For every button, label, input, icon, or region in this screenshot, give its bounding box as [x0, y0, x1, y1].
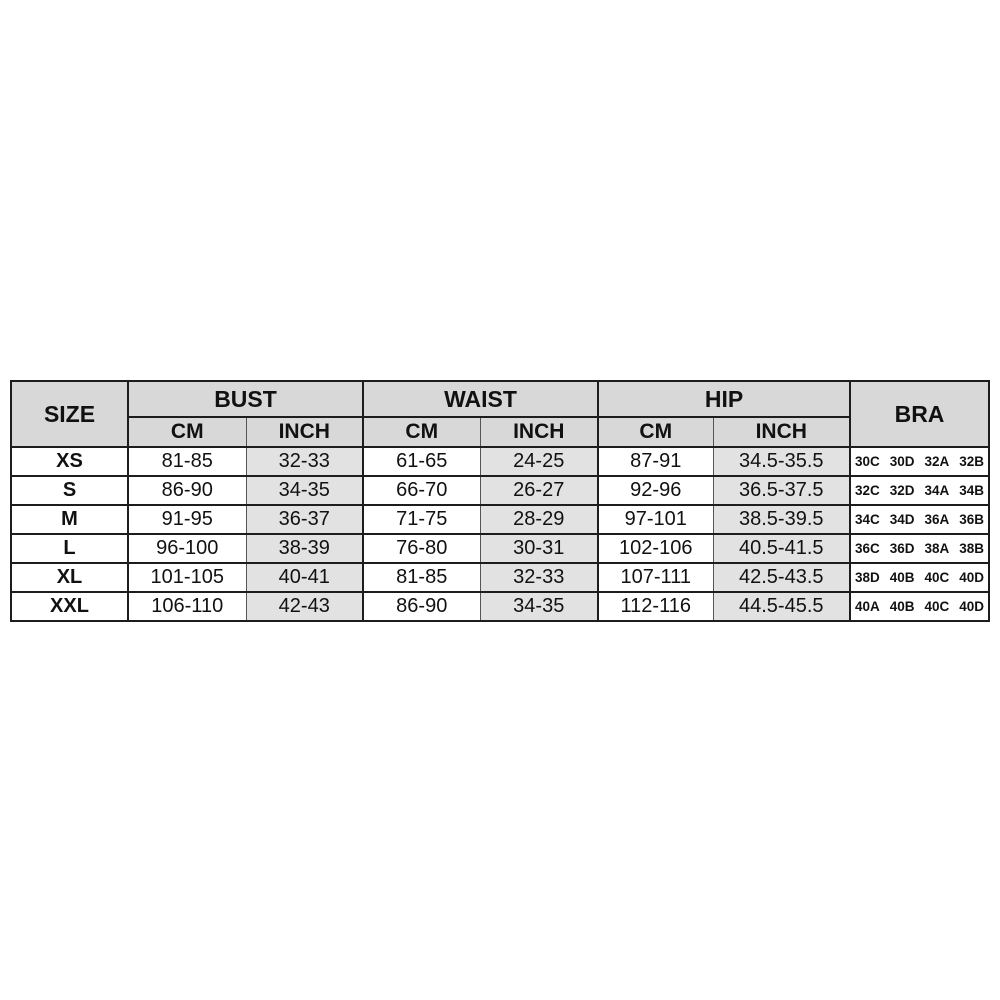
- bra-value: 34C: [855, 512, 880, 527]
- bra-values: [851, 512, 988, 527]
- waist-inch-cell: 26-27: [480, 476, 598, 505]
- bra-cell: [850, 592, 989, 621]
- bra-values: [851, 454, 988, 469]
- size-cell: XS: [11, 447, 128, 476]
- hip-inch-header: INCH: [713, 417, 850, 447]
- size-column-header: SIZE: [11, 381, 128, 447]
- group-header-row: [11, 381, 989, 417]
- table-row: [11, 447, 989, 476]
- bra-values: [851, 570, 988, 585]
- bra-value: 38D: [855, 570, 880, 585]
- waist-cm-header: CM: [363, 417, 480, 447]
- bust-cm-cell: 106-110: [128, 592, 246, 621]
- bra-value: 34B: [959, 483, 984, 498]
- bra-value: 32C: [855, 483, 880, 498]
- bra-cell: [850, 447, 989, 476]
- bra-value: 38A: [924, 541, 950, 556]
- table-row: [11, 592, 989, 621]
- waist-cm-cell: 81-85: [363, 563, 480, 592]
- hip-inch-cell: 44.5-45.5: [713, 592, 850, 621]
- hip-cm-cell: 102-106: [598, 534, 713, 563]
- hip-cm-cell: 87-91: [598, 447, 713, 476]
- hip-inch-cell: 36.5-37.5: [713, 476, 850, 505]
- bra-cell: [850, 563, 989, 592]
- hip-inch-cell: 40.5-41.5: [713, 534, 850, 563]
- bra-value: 32A: [924, 454, 950, 469]
- bust-cm-cell: 91-95: [128, 505, 246, 534]
- size-cell: M: [11, 505, 128, 534]
- bra-cell: [850, 534, 989, 563]
- bust-inch-cell: 40-41: [246, 563, 363, 592]
- table-row: [11, 534, 989, 563]
- hip-cm-cell: 107-111: [598, 563, 713, 592]
- waist-inch-header: INCH: [480, 417, 598, 447]
- waist-inch-cell: 28-29: [480, 505, 598, 534]
- waist-cm-cell: 86-90: [363, 592, 480, 621]
- bust-group-header: BUST: [128, 381, 363, 417]
- bust-inch-cell: 36-37: [246, 505, 363, 534]
- bra-value: 40B: [889, 570, 915, 585]
- unit-header-row: [11, 417, 989, 447]
- bust-cm-cell: 96-100: [128, 534, 246, 563]
- hip-cm-header: CM: [598, 417, 713, 447]
- table-header: [11, 381, 989, 447]
- bust-cm-header: CM: [128, 417, 246, 447]
- bra-value: 32B: [959, 454, 984, 469]
- hip-cm-cell: 97-101: [598, 505, 713, 534]
- bra-value: 40B: [889, 599, 915, 614]
- size-cell: XL: [11, 563, 128, 592]
- hip-inch-cell: 42.5-43.5: [713, 563, 850, 592]
- bust-cm-cell: 86-90: [128, 476, 246, 505]
- bra-values: [851, 483, 988, 498]
- waist-inch-cell: 34-35: [480, 592, 598, 621]
- bra-cell: [850, 505, 989, 534]
- size-table-body: [11, 447, 989, 621]
- bust-inch-cell: 38-39: [246, 534, 363, 563]
- size-chart-table: [10, 380, 990, 622]
- waist-cm-cell: 61-65: [363, 447, 480, 476]
- hip-group-header: HIP: [598, 381, 850, 417]
- hip-cm-cell: 92-96: [598, 476, 713, 505]
- size-chart: [10, 380, 988, 622]
- bra-value: 36B: [959, 512, 984, 527]
- bra-value: 40D: [959, 570, 984, 585]
- bra-column-header: BRA: [850, 381, 989, 447]
- bust-inch-cell: 42-43: [246, 592, 363, 621]
- bra-value: 30D: [889, 454, 915, 469]
- waist-group-header: WAIST: [363, 381, 598, 417]
- bra-values: [851, 541, 988, 556]
- bust-cm-cell: 81-85: [128, 447, 246, 476]
- bust-inch-header: INCH: [246, 417, 363, 447]
- bra-value: 36A: [924, 512, 950, 527]
- size-cell: L: [11, 534, 128, 563]
- waist-cm-cell: 76-80: [363, 534, 480, 563]
- bra-cell: [850, 476, 989, 505]
- bra-value: 38B: [959, 541, 984, 556]
- hip-inch-cell: 34.5-35.5: [713, 447, 850, 476]
- waist-cm-cell: 71-75: [363, 505, 480, 534]
- waist-inch-cell: 32-33: [480, 563, 598, 592]
- bra-value: 36D: [889, 541, 915, 556]
- table-row: [11, 505, 989, 534]
- waist-cm-cell: 66-70: [363, 476, 480, 505]
- hip-inch-cell: 38.5-39.5: [713, 505, 850, 534]
- bra-value: 34D: [889, 512, 915, 527]
- waist-inch-cell: 24-25: [480, 447, 598, 476]
- hip-cm-cell: 112-116: [598, 592, 713, 621]
- bust-cm-cell: 101-105: [128, 563, 246, 592]
- bra-value: 40C: [924, 570, 950, 585]
- bra-values: [851, 599, 988, 614]
- bra-value: 32D: [889, 483, 915, 498]
- table-row: [11, 563, 989, 592]
- bra-value: 40C: [924, 599, 950, 614]
- table-row: [11, 476, 989, 505]
- bra-value: 30C: [855, 454, 880, 469]
- bra-value: 36C: [855, 541, 880, 556]
- bra-value: 40A: [855, 599, 880, 614]
- waist-inch-cell: 30-31: [480, 534, 598, 563]
- bra-value: 34A: [924, 483, 950, 498]
- size-cell: S: [11, 476, 128, 505]
- size-cell: XXL: [11, 592, 128, 621]
- bust-inch-cell: 34-35: [246, 476, 363, 505]
- bra-value: 40D: [959, 599, 984, 614]
- bust-inch-cell: 32-33: [246, 447, 363, 476]
